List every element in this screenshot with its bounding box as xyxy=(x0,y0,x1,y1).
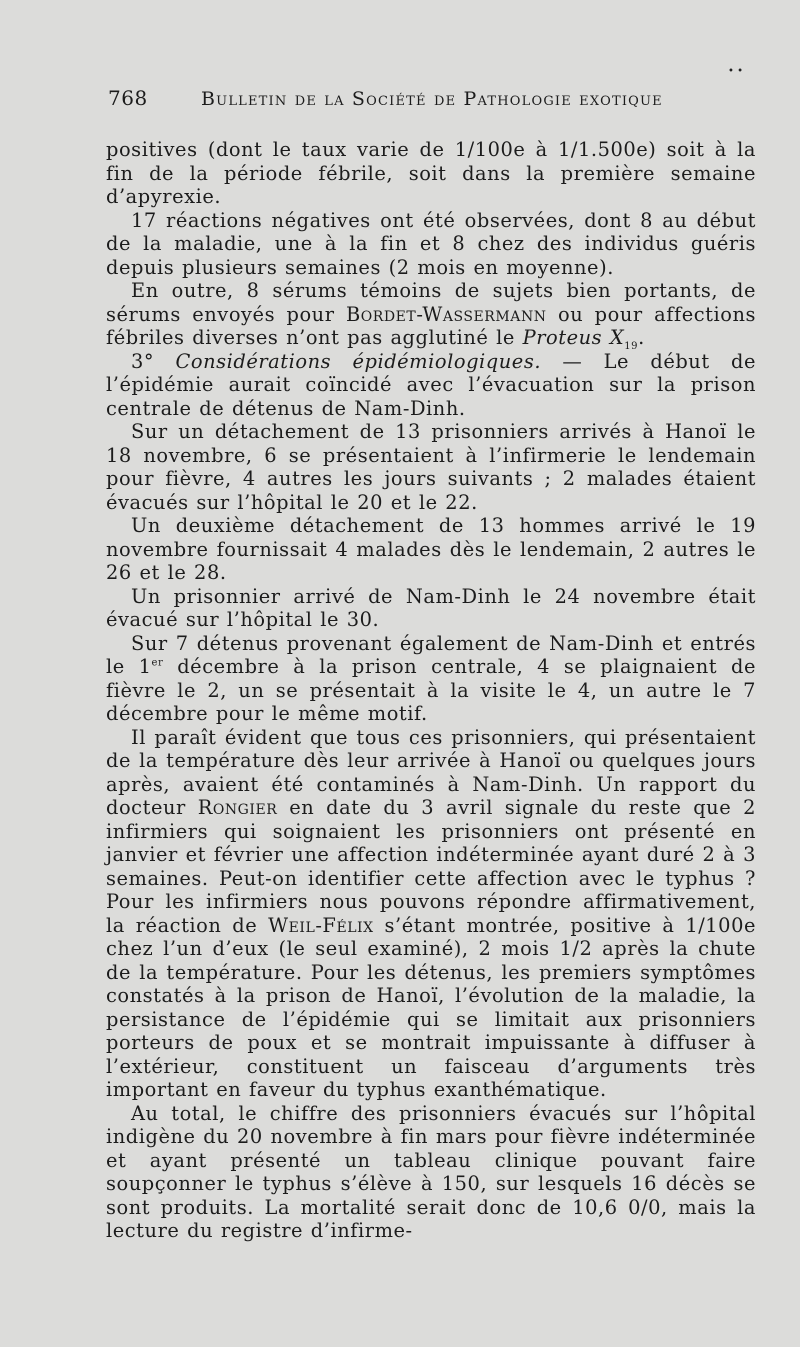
print-marks: • • xyxy=(728,66,743,77)
paragraph xyxy=(106,279,756,350)
paragraph-text: — Le début de l’épidémie aurait coïncidé avec l’évacuation sur la prison centrale de détenus de Nam-Dinh. xyxy=(106,349,756,420)
paragraph-text: positives (dont le taux varie de 1/100e à 1/1.500e) soit à la fin de la période fébrile, soit dans la première semaine d’apyrexie. xyxy=(106,138,756,208)
page-header xyxy=(108,66,750,116)
paragraph-text: Un deuxième détachement de 13 hommes arrivé le 19 novembre fournissait 4 malades dès le lendemain, 2 autres le 26 et le 28. xyxy=(106,514,756,584)
paragraph-text: Sur un détachement de 13 prisonniers arrivés à Hanoï le 18 novembre, 6 se présentaient à l’infirmerie le lendemain pour fièvre, 4 autres les jours suivants ; 2 malades étaient évacués sur l’hôpital le 20 et le 22. xyxy=(106,420,756,514)
species-name: Proteus X xyxy=(522,326,625,349)
author-name: Bordet-Wassermann xyxy=(345,302,547,326)
paragraph xyxy=(106,585,756,632)
paragraph-text: En outre, 8 sérums témoins de sujets bien portants, de sérums envoyés pour xyxy=(106,279,756,326)
paragraph-text: Au total, le chiffre des prisonniers évacués sur l’hôpital indigène du 20 novembre à fin mars pour fièvre indéterminée et ayant présenté un tableau clinique pouvant faire soupçonner le typhus s’élève à 150, sur lesquels 16 décès se sont produits. La mortalité serait donc de 10,6 0/0, mais la lecture du registre d’infirme- xyxy=(106,1101,756,1242)
body-text xyxy=(106,138,756,1243)
paragraph xyxy=(106,209,756,280)
paragraph xyxy=(106,632,756,726)
paragraph xyxy=(106,1102,756,1243)
paragraph xyxy=(106,420,756,514)
section-number: 3° xyxy=(131,349,155,373)
paragraph-text: Sur 7 détenus provenant également de Nam-Dinh et entrés le 1 xyxy=(106,631,756,678)
paragraph xyxy=(106,514,756,585)
paragraph xyxy=(106,726,756,1102)
paragraph-text: Il paraît évident que tous ces prisonniers, qui présentaient de la température dès leur arrivée à Hanoï ou quelques jours après, avaient été contaminés à Nam-Dinh. Un rapport du docteur xyxy=(106,725,756,819)
paragraph xyxy=(106,138,756,209)
author-name: Rongier xyxy=(197,796,278,819)
paragraph-text: . xyxy=(638,326,645,349)
author-name: Weil-Félix xyxy=(268,913,374,937)
paragraph-text: 17 réactions négatives ont été observées, dont 8 au début de la maladie, une à la fin et 8 chez des individus guéris depuis plusieurs semaines (2 mois en moyenne). xyxy=(106,208,756,279)
paragraph-text: en date du 3 avril signale du reste que 2 infirmiers qui soignaient les prisonniers ont présenté en janvier et février une affection indéterminée ayant duré 2 à 3 semaines. Peut-on identifier cette affection avec le typhus ? Pour les infirmiers nous pouvons répondre affirmativement, la réaction de xyxy=(106,796,756,937)
paragraph-text: décembre à la prison centrale, 4 se plaignaient de fièvre le 2, un se présentait à la visite le 4, un autre le 7 décembre pour le même motif. xyxy=(106,655,756,725)
page-number: 768 xyxy=(108,86,148,110)
paragraph-text: ou pour affections fébriles diverses n’ont pas agglutiné le xyxy=(106,302,756,349)
superscript: er xyxy=(151,657,164,669)
paragraph-text: Un prisonnier arrivé de Nam-Dinh le 24 novembre était évacué sur l’hôpital le 30. xyxy=(106,584,756,631)
section-heading: Considérations épidémiologiques. xyxy=(175,349,542,373)
paragraph-text: s’étant montrée, positive à 1/100e chez l’un d’eux (le seul examiné), 2 mois 1/2 après la chute de la température. Pour les détenus, les premiers symptômes constatés à la prison de Hanoï, l’évolution de la maladie, la persistance de l’épidémie qui se limitait aux prisonniers porteurs de poux et se montrait impuissante à diffuser à l’extérieur, constituent un faisceau d’arguments très important en faveur du typhus exanthématique. xyxy=(106,913,756,1101)
running-title: Bulletin de la Société de Pathologie exotique xyxy=(201,88,663,110)
subscript: 19 xyxy=(624,340,639,352)
section-paragraph xyxy=(106,350,756,421)
